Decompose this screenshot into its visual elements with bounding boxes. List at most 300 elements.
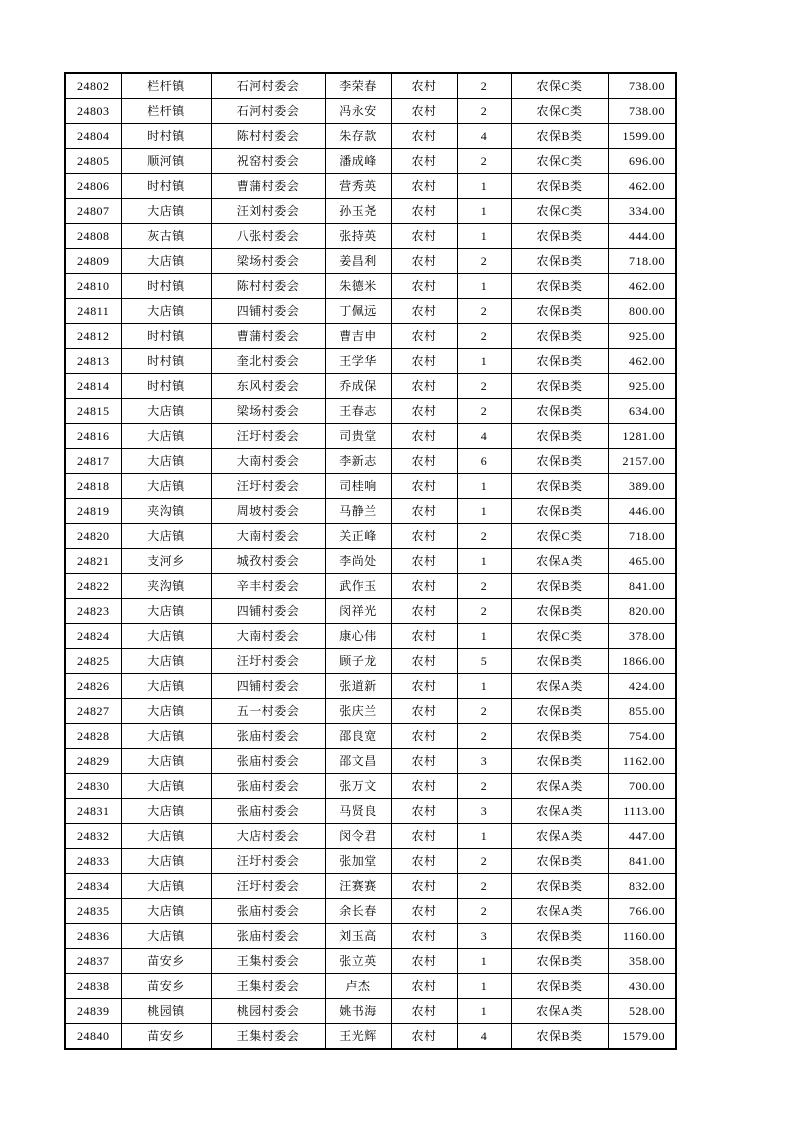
cell-record-id: 24829	[65, 749, 121, 774]
cell-person-name: 王光辉	[325, 1024, 391, 1050]
cell-insurance-category: 农保C类	[511, 149, 608, 174]
cell-residence-type: 农村	[391, 499, 457, 524]
cell-person-count: 6	[457, 449, 511, 474]
cell-record-id: 24826	[65, 674, 121, 699]
cell-village-committee: 汪圩村委会	[211, 849, 325, 874]
cell-person-name: 营秀英	[325, 174, 391, 199]
cell-record-id: 24805	[65, 149, 121, 174]
table-row	[65, 749, 676, 774]
cell-record-id: 24821	[65, 549, 121, 574]
cell-amount: 430.00	[608, 974, 676, 999]
cell-amount: 696.00	[608, 149, 676, 174]
cell-person-name: 潘成峰	[325, 149, 391, 174]
cell-town: 大店镇	[121, 249, 211, 274]
cell-town: 桃园镇	[121, 999, 211, 1024]
cell-person-name: 司贵堂	[325, 424, 391, 449]
table-row	[65, 574, 676, 599]
table-row	[65, 974, 676, 999]
cell-village-committee: 辛丰村委会	[211, 574, 325, 599]
table-row	[65, 349, 676, 374]
cell-record-id: 24818	[65, 474, 121, 499]
cell-amount: 1866.00	[608, 649, 676, 674]
cell-person-count: 2	[457, 874, 511, 899]
table-row	[65, 224, 676, 249]
cell-person-count: 2	[457, 524, 511, 549]
cell-person-count: 1	[457, 224, 511, 249]
cell-record-id: 24809	[65, 249, 121, 274]
cell-amount: 446.00	[608, 499, 676, 524]
cell-insurance-category: 农保B类	[511, 249, 608, 274]
cell-person-name: 张立英	[325, 949, 391, 974]
cell-residence-type: 农村	[391, 349, 457, 374]
cell-amount: 1160.00	[608, 924, 676, 949]
cell-record-id: 24810	[65, 274, 121, 299]
cell-record-id: 24806	[65, 174, 121, 199]
cell-person-count: 5	[457, 649, 511, 674]
cell-person-name: 孙玉尧	[325, 199, 391, 224]
cell-amount: 855.00	[608, 699, 676, 724]
cell-amount: 634.00	[608, 399, 676, 424]
cell-town: 栏杆镇	[121, 73, 211, 99]
cell-town: 支河乡	[121, 549, 211, 574]
table-row	[65, 674, 676, 699]
cell-insurance-category: 农保B类	[511, 224, 608, 249]
cell-town: 大店镇	[121, 624, 211, 649]
cell-person-count: 3	[457, 924, 511, 949]
table-row	[65, 1024, 676, 1050]
cell-insurance-category: 农保B类	[511, 949, 608, 974]
cell-village-committee: 陈村村委会	[211, 274, 325, 299]
cell-person-name: 朱存款	[325, 124, 391, 149]
cell-village-committee: 石河村委会	[211, 73, 325, 99]
cell-amount: 832.00	[608, 874, 676, 899]
cell-person-count: 2	[457, 724, 511, 749]
cell-record-id: 24833	[65, 849, 121, 874]
table-row	[65, 899, 676, 924]
cell-insurance-category: 农保B类	[511, 499, 608, 524]
cell-town: 时村镇	[121, 274, 211, 299]
cell-insurance-category: 农保B类	[511, 599, 608, 624]
cell-record-id: 24814	[65, 374, 121, 399]
cell-residence-type: 农村	[391, 774, 457, 799]
cell-record-id: 24819	[65, 499, 121, 524]
cell-person-count: 2	[457, 399, 511, 424]
cell-person-count: 2	[457, 324, 511, 349]
cell-person-count: 2	[457, 99, 511, 124]
cell-insurance-category: 农保A类	[511, 899, 608, 924]
cell-insurance-category: 农保A类	[511, 774, 608, 799]
cell-person-name: 司桂响	[325, 474, 391, 499]
cell-person-count: 1	[457, 624, 511, 649]
cell-town: 大店镇	[121, 474, 211, 499]
table-row	[65, 324, 676, 349]
cell-amount: 462.00	[608, 174, 676, 199]
cell-person-name: 冯永安	[325, 99, 391, 124]
cell-amount: 424.00	[608, 674, 676, 699]
cell-town: 大店镇	[121, 724, 211, 749]
cell-record-id: 24825	[65, 649, 121, 674]
table-row	[65, 299, 676, 324]
cell-amount: 1579.00	[608, 1024, 676, 1050]
cell-residence-type: 农村	[391, 399, 457, 424]
cell-amount: 820.00	[608, 599, 676, 624]
cell-residence-type: 农村	[391, 73, 457, 99]
cell-town: 栏杆镇	[121, 99, 211, 124]
cell-village-committee: 汪圩村委会	[211, 474, 325, 499]
cell-insurance-category: 农保A类	[511, 999, 608, 1024]
cell-insurance-category: 农保C类	[511, 624, 608, 649]
cell-residence-type: 农村	[391, 449, 457, 474]
cell-town: 时村镇	[121, 174, 211, 199]
cell-insurance-category: 农保B类	[511, 874, 608, 899]
cell-residence-type: 农村	[391, 974, 457, 999]
cell-residence-type: 农村	[391, 749, 457, 774]
cell-insurance-category: 农保B类	[511, 174, 608, 199]
cell-insurance-category: 农保B类	[511, 749, 608, 774]
cell-amount: 925.00	[608, 374, 676, 399]
cell-amount: 841.00	[608, 849, 676, 874]
cell-residence-type: 农村	[391, 99, 457, 124]
cell-insurance-category: 农保B类	[511, 724, 608, 749]
table-row	[65, 274, 676, 299]
cell-town: 大店镇	[121, 799, 211, 824]
cell-record-id: 24815	[65, 399, 121, 424]
table-row	[65, 249, 676, 274]
cell-residence-type: 农村	[391, 949, 457, 974]
cell-person-name: 卢杰	[325, 974, 391, 999]
cell-town: 大店镇	[121, 424, 211, 449]
cell-residence-type: 农村	[391, 724, 457, 749]
cell-insurance-category: 农保B类	[511, 374, 608, 399]
cell-town: 大店镇	[121, 874, 211, 899]
table-row	[65, 849, 676, 874]
cell-amount: 718.00	[608, 249, 676, 274]
cell-village-committee: 汪圩村委会	[211, 874, 325, 899]
cell-person-name: 李荣春	[325, 73, 391, 99]
cell-town: 灰古镇	[121, 224, 211, 249]
cell-person-count: 1	[457, 824, 511, 849]
cell-amount: 444.00	[608, 224, 676, 249]
cell-town: 时村镇	[121, 374, 211, 399]
cell-person-count: 2	[457, 774, 511, 799]
cell-person-name: 刘玉高	[325, 924, 391, 949]
cell-amount: 738.00	[608, 73, 676, 99]
cell-residence-type: 农村	[391, 124, 457, 149]
cell-residence-type: 农村	[391, 824, 457, 849]
cell-town: 大店镇	[121, 524, 211, 549]
cell-village-committee: 大店村委会	[211, 824, 325, 849]
cell-amount: 1281.00	[608, 424, 676, 449]
cell-village-committee: 曹蒲村委会	[211, 174, 325, 199]
cell-amount: 800.00	[608, 299, 676, 324]
cell-insurance-category: 农保B类	[511, 1024, 608, 1050]
table-row	[65, 774, 676, 799]
cell-insurance-category: 农保C类	[511, 199, 608, 224]
cell-amount: 1599.00	[608, 124, 676, 149]
table-row	[65, 374, 676, 399]
cell-person-count: 2	[457, 299, 511, 324]
cell-person-name: 余长春	[325, 899, 391, 924]
cell-amount: 389.00	[608, 474, 676, 499]
cell-record-id: 24830	[65, 774, 121, 799]
table-row	[65, 149, 676, 174]
cell-record-id: 24816	[65, 424, 121, 449]
table-row	[65, 649, 676, 674]
cell-record-id: 24808	[65, 224, 121, 249]
cell-amount: 465.00	[608, 549, 676, 574]
table-row	[65, 549, 676, 574]
cell-insurance-category: 农保B类	[511, 399, 608, 424]
cell-amount: 462.00	[608, 349, 676, 374]
cell-village-committee: 汪圩村委会	[211, 649, 325, 674]
table-row	[65, 699, 676, 724]
cell-record-id: 24828	[65, 724, 121, 749]
cell-residence-type: 农村	[391, 549, 457, 574]
cell-person-name: 马贤良	[325, 799, 391, 824]
cell-person-name: 李尚处	[325, 549, 391, 574]
cell-town: 大店镇	[121, 699, 211, 724]
cell-insurance-category: 农保A类	[511, 799, 608, 824]
cell-person-name: 闵祥光	[325, 599, 391, 624]
cell-town: 大店镇	[121, 849, 211, 874]
cell-residence-type: 农村	[391, 224, 457, 249]
cell-record-id: 24827	[65, 699, 121, 724]
cell-amount: 462.00	[608, 274, 676, 299]
cell-village-committee: 梁场村委会	[211, 399, 325, 424]
cell-town: 大店镇	[121, 599, 211, 624]
cell-residence-type: 农村	[391, 574, 457, 599]
cell-person-count: 2	[457, 599, 511, 624]
cell-residence-type: 农村	[391, 474, 457, 499]
cell-person-name: 邵良宽	[325, 724, 391, 749]
cell-residence-type: 农村	[391, 624, 457, 649]
cell-residence-type: 农村	[391, 199, 457, 224]
cell-village-committee: 东风村委会	[211, 374, 325, 399]
cell-record-id: 24811	[65, 299, 121, 324]
cell-amount: 447.00	[608, 824, 676, 849]
cell-village-committee: 大南村委会	[211, 524, 325, 549]
cell-village-committee: 张庙村委会	[211, 749, 325, 774]
table-row	[65, 799, 676, 824]
cell-person-count: 2	[457, 699, 511, 724]
table-row	[65, 499, 676, 524]
cell-residence-type: 农村	[391, 149, 457, 174]
cell-insurance-category: 农保B类	[511, 349, 608, 374]
cell-insurance-category: 农保A类	[511, 674, 608, 699]
cell-residence-type: 农村	[391, 374, 457, 399]
cell-town: 大店镇	[121, 824, 211, 849]
cell-insurance-category: 农保B类	[511, 849, 608, 874]
cell-person-count: 2	[457, 574, 511, 599]
cell-village-committee: 王集村委会	[211, 949, 325, 974]
records-table	[64, 72, 677, 1050]
cell-person-count: 1	[457, 174, 511, 199]
cell-residence-type: 农村	[391, 524, 457, 549]
cell-residence-type: 农村	[391, 849, 457, 874]
cell-record-id: 24812	[65, 324, 121, 349]
cell-residence-type: 农村	[391, 249, 457, 274]
cell-village-committee: 王集村委会	[211, 974, 325, 999]
cell-record-id: 24839	[65, 999, 121, 1024]
table-row	[65, 199, 676, 224]
cell-residence-type: 农村	[391, 274, 457, 299]
records-table-body	[65, 73, 676, 1049]
table-row	[65, 999, 676, 1024]
cell-village-committee: 大南村委会	[211, 449, 325, 474]
cell-town: 夹沟镇	[121, 499, 211, 524]
cell-person-count: 2	[457, 149, 511, 174]
cell-person-count: 1	[457, 349, 511, 374]
cell-record-id: 24836	[65, 924, 121, 949]
table-row	[65, 424, 676, 449]
cell-record-id: 24823	[65, 599, 121, 624]
cell-person-name: 闵令君	[325, 824, 391, 849]
cell-record-id: 24832	[65, 824, 121, 849]
cell-person-count: 1	[457, 549, 511, 574]
cell-village-committee: 梁场村委会	[211, 249, 325, 274]
cell-person-count: 1	[457, 474, 511, 499]
cell-person-count: 4	[457, 124, 511, 149]
cell-village-committee: 祝窑村委会	[211, 149, 325, 174]
cell-insurance-category: 农保B类	[511, 574, 608, 599]
cell-insurance-category: 农保B类	[511, 474, 608, 499]
table-row	[65, 524, 676, 549]
cell-person-count: 3	[457, 749, 511, 774]
table-row	[65, 73, 676, 99]
cell-amount: 718.00	[608, 524, 676, 549]
cell-person-name: 曹吉申	[325, 324, 391, 349]
cell-village-committee: 张庙村委会	[211, 899, 325, 924]
cell-amount: 738.00	[608, 99, 676, 124]
cell-town: 大店镇	[121, 899, 211, 924]
cell-town: 大店镇	[121, 774, 211, 799]
cell-village-committee: 曹蒲村委会	[211, 324, 325, 349]
cell-insurance-category: 农保B类	[511, 449, 608, 474]
cell-person-count: 1	[457, 949, 511, 974]
cell-village-committee: 城孜村委会	[211, 549, 325, 574]
cell-person-name: 武作玉	[325, 574, 391, 599]
cell-insurance-category: 农保B类	[511, 299, 608, 324]
cell-person-name: 王学华	[325, 349, 391, 374]
cell-village-committee: 王集村委会	[211, 1024, 325, 1050]
cell-person-name: 马静兰	[325, 499, 391, 524]
cell-residence-type: 农村	[391, 324, 457, 349]
cell-amount: 378.00	[608, 624, 676, 649]
cell-village-committee: 八张村委会	[211, 224, 325, 249]
cell-insurance-category: 农保C类	[511, 99, 608, 124]
cell-village-committee: 陈村村委会	[211, 124, 325, 149]
cell-person-count: 2	[457, 249, 511, 274]
cell-record-id: 24807	[65, 199, 121, 224]
cell-person-name: 乔成保	[325, 374, 391, 399]
cell-amount: 1162.00	[608, 749, 676, 774]
cell-record-id: 24817	[65, 449, 121, 474]
cell-village-committee: 奎北村委会	[211, 349, 325, 374]
cell-residence-type: 农村	[391, 424, 457, 449]
cell-insurance-category: 农保C类	[511, 73, 608, 99]
cell-residence-type: 农村	[391, 674, 457, 699]
cell-town: 夹沟镇	[121, 574, 211, 599]
cell-village-committee: 石河村委会	[211, 99, 325, 124]
cell-insurance-category: 农保B类	[511, 649, 608, 674]
cell-person-name: 张加堂	[325, 849, 391, 874]
cell-village-committee: 大南村委会	[211, 624, 325, 649]
cell-person-count: 1	[457, 199, 511, 224]
table-row	[65, 824, 676, 849]
cell-record-id: 24822	[65, 574, 121, 599]
cell-town: 大店镇	[121, 449, 211, 474]
cell-residence-type: 农村	[391, 874, 457, 899]
cell-person-name: 张庆兰	[325, 699, 391, 724]
cell-amount: 754.00	[608, 724, 676, 749]
table-row	[65, 599, 676, 624]
cell-insurance-category: 农保B类	[511, 924, 608, 949]
cell-record-id: 24824	[65, 624, 121, 649]
cell-person-count: 1	[457, 274, 511, 299]
cell-record-id: 24804	[65, 124, 121, 149]
cell-town: 苗安乡	[121, 974, 211, 999]
cell-record-id: 24831	[65, 799, 121, 824]
cell-person-name: 康心伟	[325, 624, 391, 649]
cell-insurance-category: 农保B类	[511, 974, 608, 999]
cell-person-count: 1	[457, 499, 511, 524]
table-row	[65, 399, 676, 424]
cell-town: 大店镇	[121, 649, 211, 674]
cell-insurance-category: 农保C类	[511, 524, 608, 549]
cell-insurance-category: 农保B类	[511, 699, 608, 724]
cell-person-count: 4	[457, 424, 511, 449]
cell-amount: 2157.00	[608, 449, 676, 474]
table-row	[65, 924, 676, 949]
table-row	[65, 949, 676, 974]
cell-insurance-category: 农保B类	[511, 424, 608, 449]
cell-residence-type: 农村	[391, 174, 457, 199]
cell-person-count: 2	[457, 73, 511, 99]
cell-village-committee: 桃园村委会	[211, 999, 325, 1024]
cell-village-committee: 张庙村委会	[211, 799, 325, 824]
table-row	[65, 174, 676, 199]
cell-town: 大店镇	[121, 399, 211, 424]
cell-insurance-category: 农保A类	[511, 549, 608, 574]
cell-residence-type: 农村	[391, 999, 457, 1024]
table-row	[65, 874, 676, 899]
cell-person-name: 朱德米	[325, 274, 391, 299]
cell-person-count: 1	[457, 999, 511, 1024]
cell-amount: 1113.00	[608, 799, 676, 824]
cell-town: 苗安乡	[121, 949, 211, 974]
table-row	[65, 449, 676, 474]
cell-insurance-category: 农保A类	[511, 824, 608, 849]
cell-village-committee: 周坡村委会	[211, 499, 325, 524]
cell-person-name: 姚书海	[325, 999, 391, 1024]
cell-record-id: 24813	[65, 349, 121, 374]
cell-record-id: 24803	[65, 99, 121, 124]
cell-village-committee: 四铺村委会	[211, 674, 325, 699]
cell-person-count: 2	[457, 849, 511, 874]
cell-person-name: 顾子龙	[325, 649, 391, 674]
cell-record-id: 24838	[65, 974, 121, 999]
cell-town: 大店镇	[121, 924, 211, 949]
cell-village-committee: 张庙村委会	[211, 924, 325, 949]
cell-residence-type: 农村	[391, 1024, 457, 1050]
cell-person-name: 李新志	[325, 449, 391, 474]
cell-amount: 528.00	[608, 999, 676, 1024]
cell-person-count: 3	[457, 799, 511, 824]
cell-insurance-category: 农保B类	[511, 124, 608, 149]
cell-village-committee: 汪刘村委会	[211, 199, 325, 224]
cell-record-id: 24820	[65, 524, 121, 549]
cell-amount: 334.00	[608, 199, 676, 224]
